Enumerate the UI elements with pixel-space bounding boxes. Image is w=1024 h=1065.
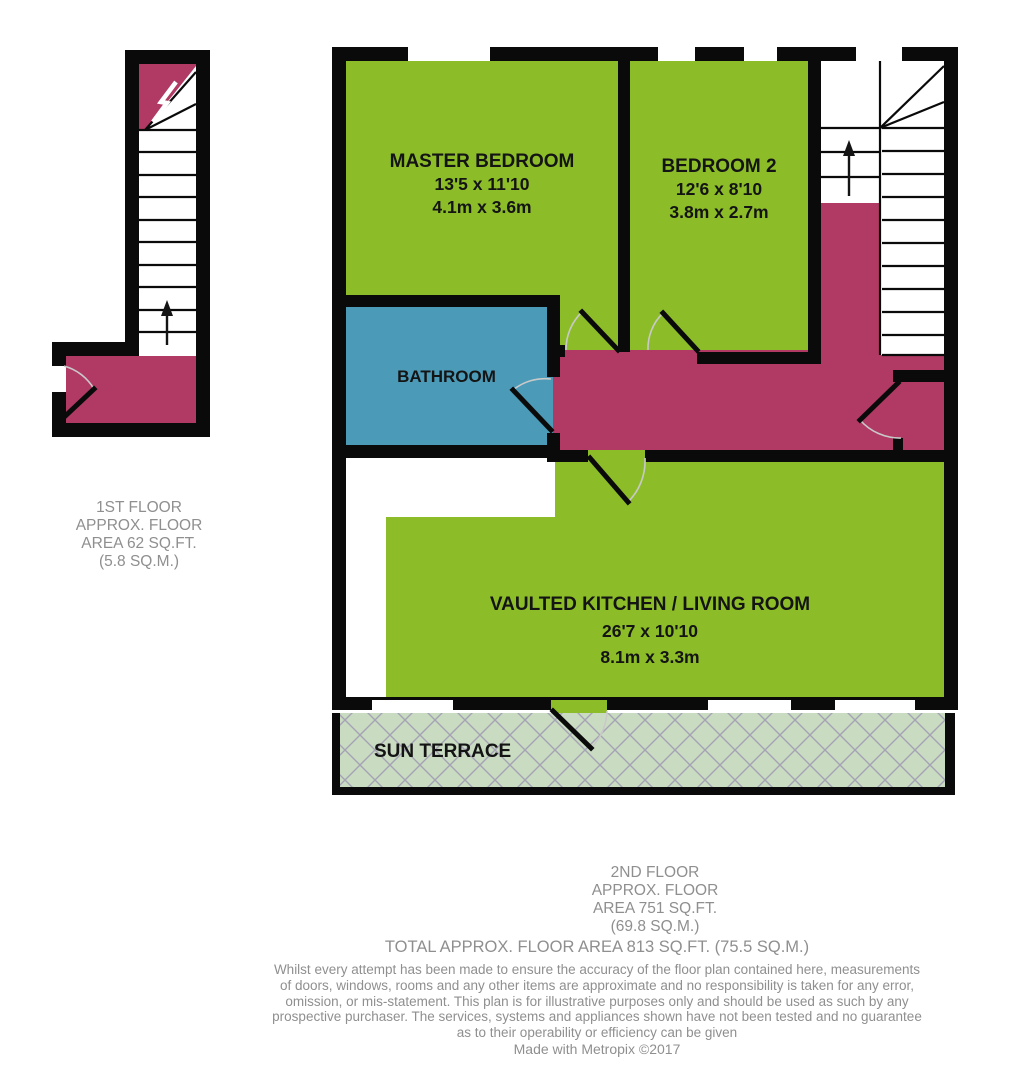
disclaimer-line: prospective purchaser. The services, systems and appliances shown have not been tested and no guarantee [272, 1009, 922, 1025]
bathroom-label: BATHROOM [397, 367, 496, 386]
metropix-credit: Made with Metropix ©2017 [513, 1040, 681, 1057]
kitchen-dims-metric: 8.1m x 3.3m [600, 647, 700, 667]
master-bedroom-dims-imperial: 13'5 x 11'10 [434, 174, 530, 194]
second-floor-caption-line: (69.8 SQ.M.) [610, 918, 700, 935]
total-area-line: TOTAL APPROX. FLOOR AREA 813 SQ.FT. (75.5 SQ.M.) [384, 938, 810, 956]
first-floor-caption-line: (5.8 SQ.M.) [98, 553, 180, 570]
kitchen-dims-imperial: 26'7 x 10'10 [602, 621, 698, 641]
first-floor-entry-hall [66, 356, 196, 423]
disclaimer [147, 962, 1024, 1057]
kitchen-name: VAULTED KITCHEN / LIVING ROOM [489, 594, 811, 615]
disclaimer-line: omission, or mis-statement. This plan is for illustrative purposes only and should be used as such by any [285, 993, 909, 1009]
bedroom2-dims-metric: 3.8m x 2.7m [669, 202, 769, 222]
second-floor-caption [505, 864, 805, 936]
bedroom2-label [630, 155, 808, 224]
bedroom2-dims-imperial: 12'6 x 8'10 [675, 179, 763, 199]
first-floor-caption-line: APPROX. FLOOR [75, 517, 203, 534]
second-floor-caption-line: 2ND FLOOR [610, 864, 700, 881]
first-floor-caption [29, 499, 249, 571]
disclaimer-line: Whilst every attempt has been made to ensure the accuracy of the floor plan contained here, measurements [273, 962, 921, 977]
second-floor-caption-line: APPROX. FLOOR [591, 882, 719, 899]
master-bedroom-label [346, 150, 618, 219]
first-floor-caption-line: AREA 62 SQ.FT. [81, 535, 197, 552]
first-floor-plan [52, 50, 210, 437]
kitchen-label [400, 592, 900, 670]
bedroom2-name: BEDROOM 2 [661, 156, 777, 177]
master-bedroom-dims-metric: 4.1m x 3.6m [432, 197, 532, 217]
disclaimer-line: of doors, windows, rooms and any other items are approximate and no responsibility is taken for any error, [279, 977, 915, 993]
first-floor-caption-line: 1ST FLOOR [96, 499, 182, 516]
first-floor-stairs-winder [139, 64, 196, 130]
second-floor-caption-line: AREA 751 SQ.FT. [592, 900, 718, 917]
disclaimer-line: as to their operability or efficiency can be given [456, 1025, 738, 1041]
master-bedroom-name: MASTER BEDROOM [389, 151, 575, 172]
sun-terrace-label: SUN TERRACE [374, 741, 512, 762]
